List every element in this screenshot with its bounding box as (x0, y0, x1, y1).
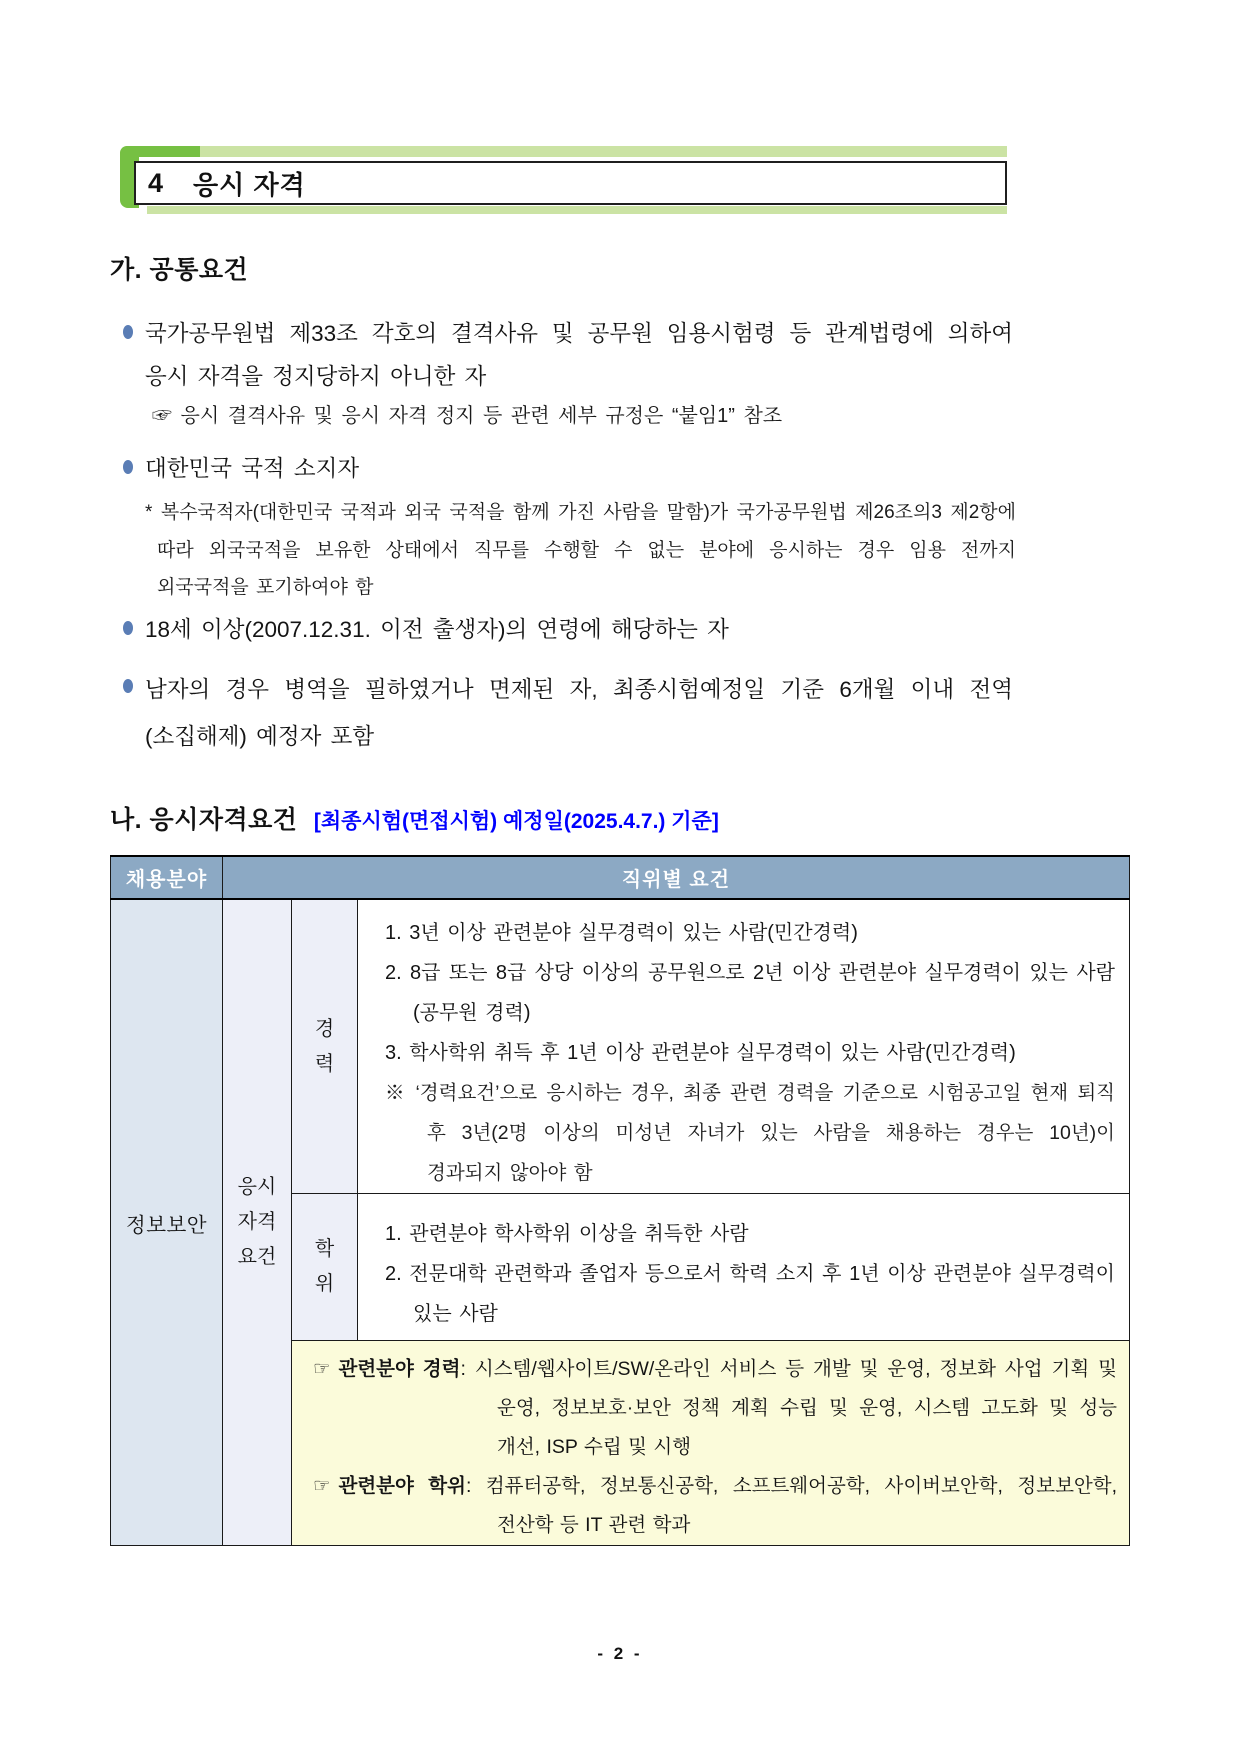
cell-degree-label (292, 1194, 358, 1341)
page-number: - 2 - (597, 1644, 643, 1663)
bullet-nationality: 대한민국 국적 소지자 (110, 447, 1013, 490)
cell-requirement-label (223, 899, 292, 1546)
bullet-law-disqualification: 국가공무원법 제33조 각호의 결격사유 및 공무원 임용시험령 등 관계법령에 의하여 응시 자격을 정지당하지 아니한 자 (110, 312, 1013, 398)
cell-degree-content (358, 1194, 1130, 1341)
title-box-panel (134, 161, 1007, 205)
note-text: : 컴퓨터공학, 정보통신공학, 소프트웨어공학, 사이버보안학, 정보보안학, 전산학 등 IT 관련 학과 (465, 1475, 1117, 1536)
header-position-requirements: 직위별 요건 (223, 856, 1130, 899)
note-related-degree (302, 1467, 1117, 1545)
bullet-dot-icon (123, 325, 133, 339)
career-label-line: 경 (314, 1017, 335, 1040)
note-label: 관련분야 경력 (338, 1358, 461, 1380)
bullet-dot-icon (123, 460, 133, 474)
header-recruit-field: 채용분야 (111, 856, 223, 899)
note-related-career (302, 1350, 1117, 1467)
requirements-heading-date-note: [최종시험(면접시험) 예정일(2025.4.7.) 기준] (313, 810, 719, 833)
req-label-line: 요건 (237, 1246, 277, 1268)
subsection-heading-common: 가. 공통요건 (110, 256, 249, 284)
table-header-row (111, 856, 1130, 899)
degree-item: 1. 관련분야 학사학위 이상을 취득한 사람 (385, 1222, 749, 1245)
qualification-table (110, 855, 1130, 1546)
degree-label-line: 학 (314, 1238, 335, 1260)
req-label-line: 자격 (237, 1211, 277, 1233)
star-note-dual-nationality: * 복수국적자(대한민국 국적과 외국 국적을 함께 가진 사람을 말함)가 국가공무원법 제26조의3 제2항에 따라 외국국적을 보유한 상태에서 직무를 수행할 수 없는 분야에 응시하는 경우 임용 전까지 외국국적을 포기하여야 함 (145, 502, 1016, 598)
section-title: 응시 자격 (193, 169, 306, 200)
section-number: 4 (148, 167, 164, 198)
section-title-box (110, 140, 1007, 214)
note-label: 관련분야 학위 (338, 1475, 466, 1497)
cell-career-label (292, 899, 358, 1194)
career-item: 2. 8급 또는 8급 상당 이상의 공무원으로 2년 이상 관련분야 실무경력이 있는 사람(공무원 경력) (385, 962, 1115, 1024)
req-label-line: 응시 (237, 1176, 277, 1198)
bullet-age: 18세 이상(2007.12.31. 이전 출생자)의 연령에 해당하는 자 (110, 608, 1013, 651)
career-condition-note: ※ ‘경력요건’으로 응시하는 경우, 최종 관련 경력을 기준으로 시험공고일 현재 퇴직 후 3년(2명 이상의 미성년 자녀가 있는 사람을 채용하는 경우는 10년)이 경과되지 않아야 함 (385, 1082, 1115, 1184)
degree-label-line: 위 (314, 1273, 335, 1295)
note-text: : 시스템/웹사이트/SW/온라인 서비스 등 개발 및 운영, 정보화 사업 기획 및 운영, 정보보호·보안 정책 계획 수립 및 운영, 시스템 고도화 및 성능 개선, ISP 수립 및 시행 (460, 1358, 1117, 1458)
table-row-career (111, 899, 1130, 1194)
cell-field-infosec: 정보보안 (111, 899, 223, 1546)
degree-item: 2. 전문대학 관련학과 졸업자 등으로서 학력 소지 후 1년 이상 관련분야 실무경력이 있는 사람 (385, 1262, 1115, 1325)
bullet-dot-icon (123, 679, 133, 693)
career-label-line: 력 (314, 1052, 335, 1075)
career-item: 1. 3년 이상 관련분야 실무경력이 있는 사람(민간경력) (385, 922, 858, 944)
career-item: 3. 학사학위 취득 후 1년 이상 관련분야 실무경력이 있는 사람(민간경력) (385, 1042, 1016, 1064)
title-box-top-bar (188, 146, 1007, 157)
pointer-note-attachment1: ☞ 응시 결격사유 및 응시 자격 정지 등 관련 세부 규정은 “붙임1” 참조 (152, 405, 783, 427)
subsection-heading-requirements (110, 800, 719, 836)
bullet-military-service: 남자의 경우 병역을 필하였거나 면제된 자, 최종시험예정일 기준 6개월 이내 전역(소집해제) 예정자 포함 (110, 666, 1013, 760)
title-box-bottom-bar (147, 206, 1007, 214)
requirements-heading-text: 나. 응시자격요건 (110, 806, 298, 834)
cell-related-field-notes (292, 1341, 1130, 1546)
cell-career-content (358, 899, 1130, 1194)
pointer-icon: ☞ (313, 1358, 331, 1380)
bullet-dot-icon (123, 621, 133, 635)
pointer-icon: ☞ (313, 1475, 331, 1497)
